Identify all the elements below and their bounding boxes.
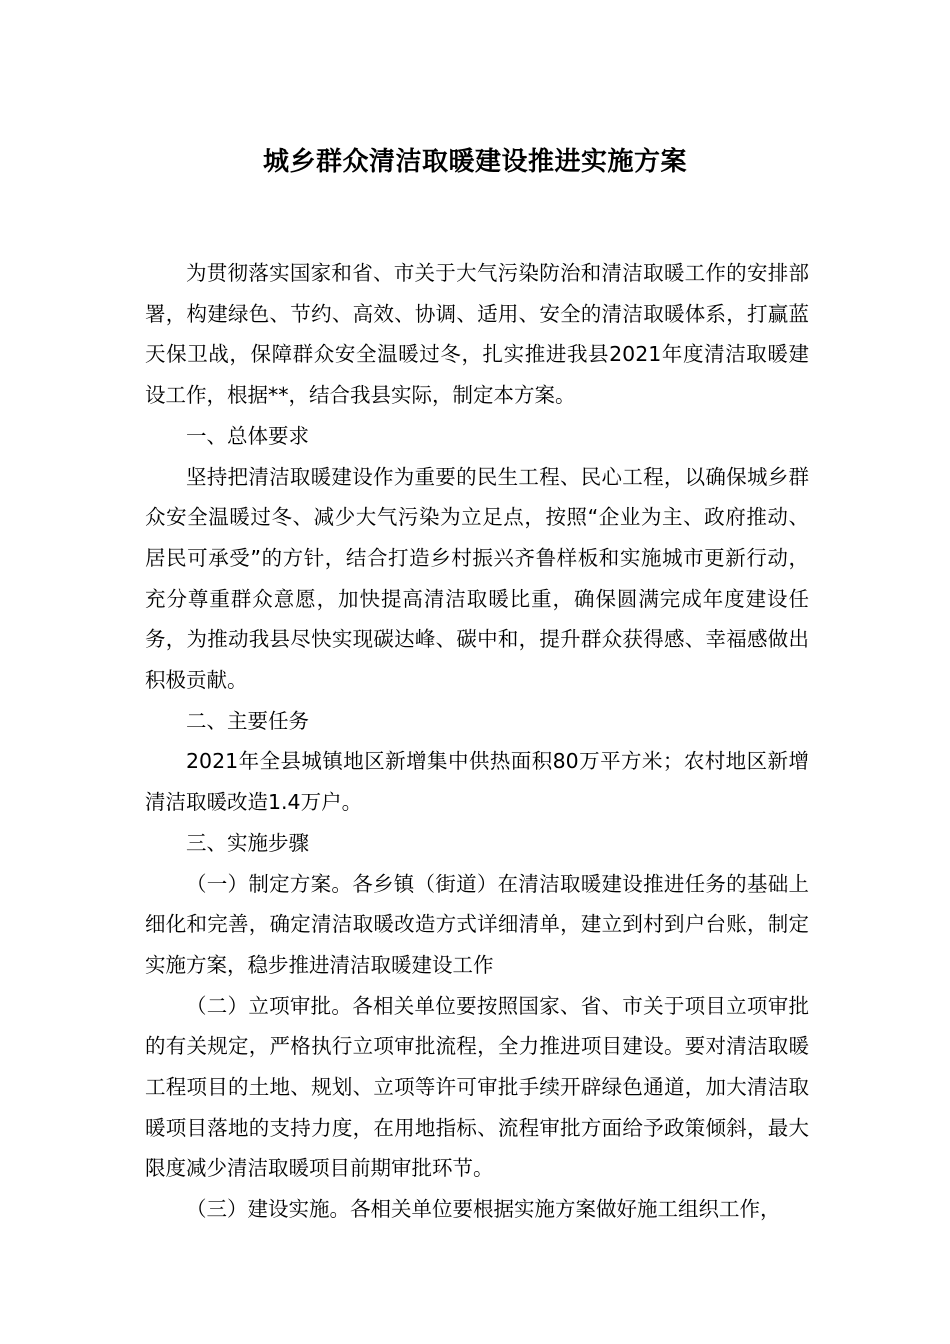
paragraph-step-plan: （一）制定方案。各乡镇（街道）在清洁取暖建设推进任务的基础上细化和完善，确定清洁取暖改造方式详细清单，建立到村到户台账，制定实施方案，稳步推进清洁取暖建设工作 [145, 871, 809, 977]
paragraph-main-tasks: 2021年全县城镇地区新增集中供热面积80万平方米；农村地区新增清洁取暖改造1.4万户。 [145, 749, 809, 815]
paragraph-general-requirements: 坚持把清洁取暖建设作为重要的民生工程、民心工程，以确保城乡群众安全温暖过冬、减少大气污染为立足点，按照“企业为主、政府推动、居民可承受”的方针，结合打造乡村振兴齐鲁样板和实施城市更新行动，充分尊重群众意愿，加快提高清洁取暖比重，确保圆满完成年度建设任务，为推动我县尽快实现碳达峰、碳中和，提升群众获得感、幸福感做出积极贡献。 [145, 464, 809, 693]
document-body [145, 253, 809, 1230]
paragraph-step-construction: （三）建设实施。各相关单位要根据实施方案做好施工组织工作， [186, 1197, 781, 1222]
document-title: 城乡群众清洁取暖建设推进实施方案 [262, 147, 687, 177]
paragraph-step-approval: （二）立项审批。各相关单位要按照国家、省、市关于项目立项审批的有关规定，严格执行立项审批流程，全力推进项目建设。要对清洁取暖工程项目的土地、规划、立项等许可审批手续开辟绿色通道，加大清洁取暖项目落地的支持力度，在用地指标、流程审批方面给予政策倾斜，最大限度减少清洁取暖项目前期审批环节。 [145, 993, 809, 1181]
paragraph-intro: 为贯彻落实国家和省、市关于大气污染防治和清洁取暖工作的安排部署，构建绿色、节约、高效、协调、适用、安全的清洁取暖体系，打赢蓝天保卫战，保障群众安全温暖过冬，扎实推进我县2021年度清洁取暖建设工作，根据**，结合我县实际，制定本方案。 [145, 261, 809, 408]
heading-general-requirements: 一、总体要求 [186, 423, 309, 448]
heading-implementation-steps: 三、实施步骤 [186, 830, 309, 855]
heading-main-tasks: 二、主要任务 [186, 708, 309, 733]
